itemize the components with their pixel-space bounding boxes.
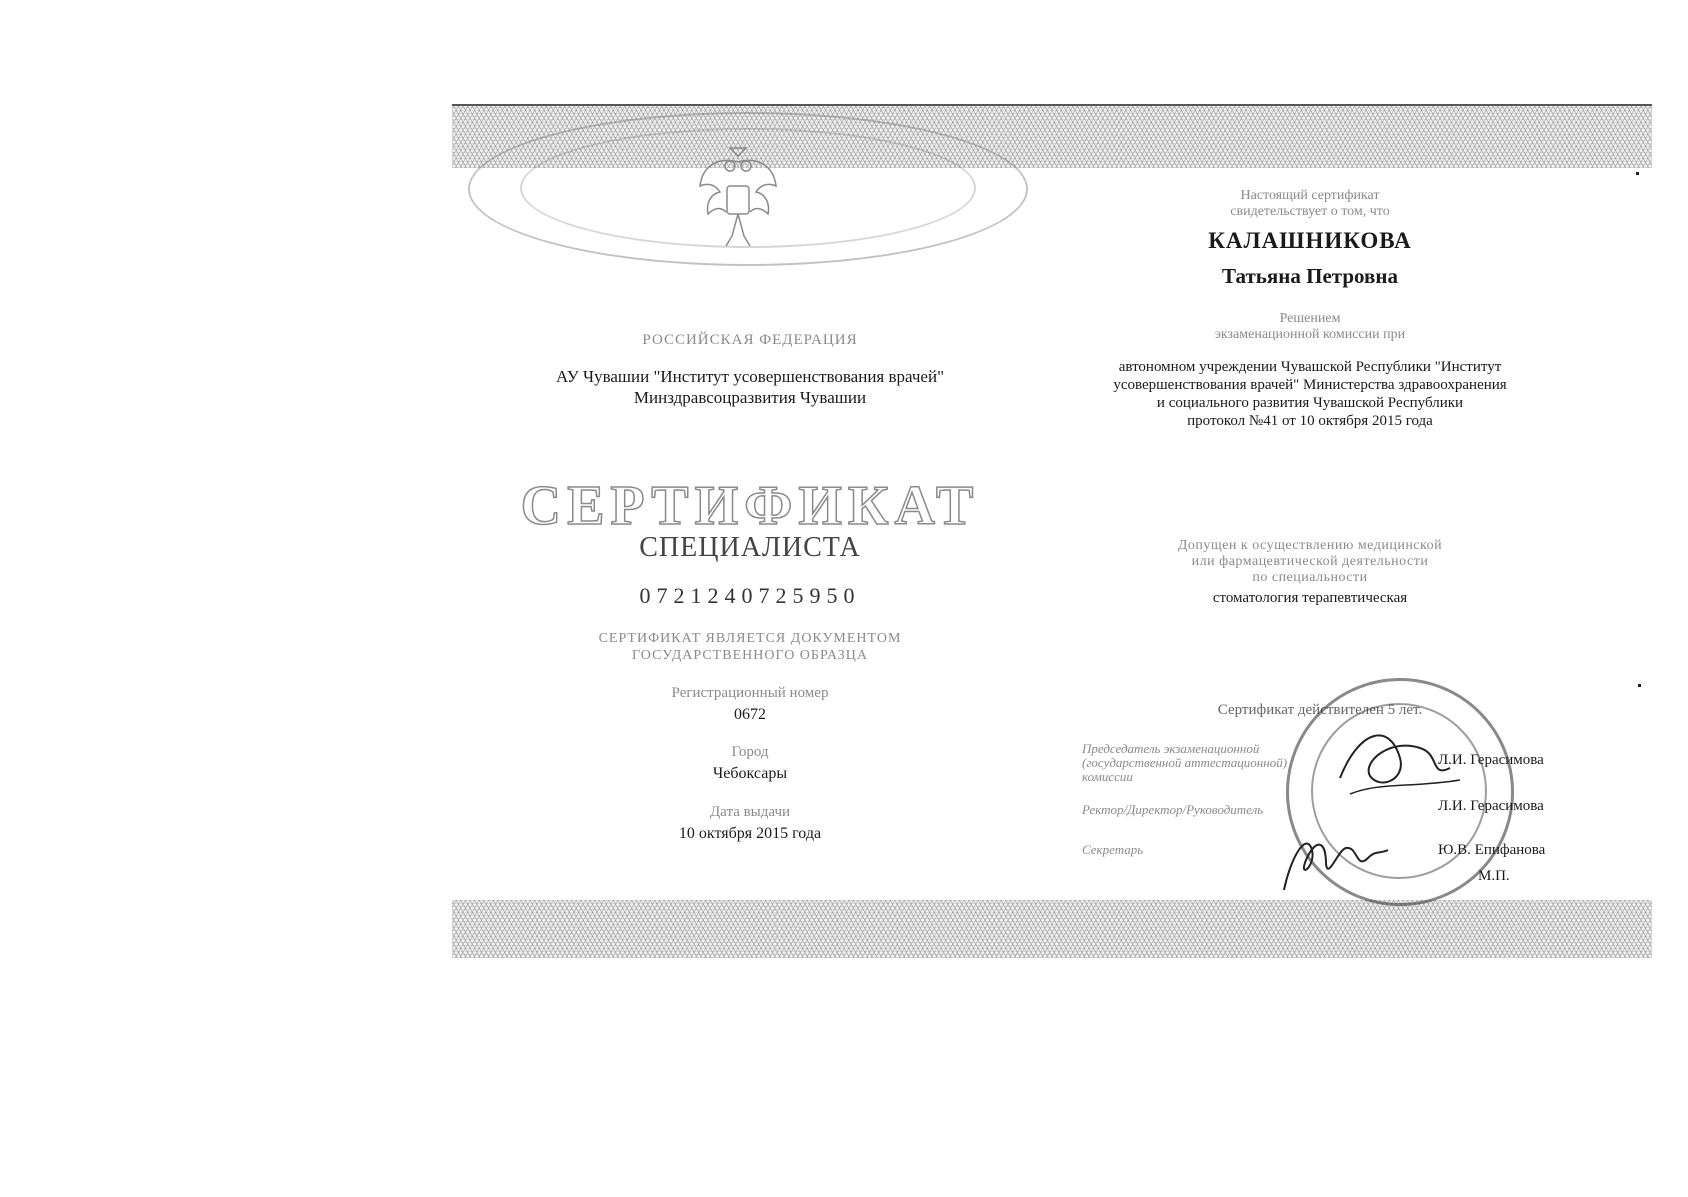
signer-rector: Л.И. Герасимова (1438, 798, 1544, 814)
admission-line-1: Допущен к осуществлению медицинской (1177, 538, 1443, 553)
commission-line-4: протокол №41 от 10 октября 2015 года (1187, 413, 1433, 429)
registration-number: 0672 (734, 706, 766, 723)
decision-line-2: экзаменационной комиссии при (1214, 327, 1406, 342)
bottom-guilloche-band (452, 900, 1652, 958)
issue-date-value: 10 октября 2015 года (678, 825, 822, 842)
role-chairman (1082, 742, 1312, 784)
document-note-line-1: СЕРТИФИКАТ ЯВЛЯЕТСЯ ДОКУМЕНТОМ (598, 631, 902, 646)
intro-text (1150, 188, 1470, 220)
document-note (540, 630, 960, 664)
city-label: Город (731, 744, 769, 760)
commission-line-1: автономном учреждении Чувашской Республики "Институт (1118, 359, 1502, 375)
institution-name (490, 366, 1010, 408)
seal-place-label: М.П. (1478, 868, 1510, 884)
scan-artifact (1636, 172, 1639, 175)
signer-secretary: Ю.В. Епифанова (1438, 842, 1546, 858)
institution-line-1: АУ Чувашии "Институт усовершенствования врачей" (555, 367, 945, 386)
role-chairman-line-1: Председатель экзаменационной (1082, 741, 1260, 756)
admission-line-3: по специальности (1252, 570, 1368, 585)
city-value: Чебоксары (712, 765, 788, 782)
signature-secretary (1276, 820, 1396, 900)
role-rector: Ректор/Директор/Руководитель (1082, 802, 1264, 817)
intro-line-2: свидетельствует о том, что (1230, 204, 1390, 219)
specialty: стоматология терапевтическая (1212, 590, 1408, 606)
role-chairman-line-3: комиссии (1082, 769, 1133, 784)
issue-date-label: Дата выдачи (709, 804, 791, 820)
decision-line-1: Решением (1279, 311, 1341, 326)
commission-line-2: усовершенствования врачей" Министерства здравоохранения (1113, 377, 1507, 393)
holder-given-names: Татьяна Петровна (1222, 264, 1398, 288)
certificate-serial: 0721240725950 (639, 583, 861, 608)
signer-chairman: Л.И. Герасимова (1438, 752, 1544, 768)
certificate-subtitle: СПЕЦИАЛИСТА (639, 532, 861, 563)
decision-text (1150, 311, 1470, 343)
role-chairman-line-2: (государственной аттестационной) (1082, 755, 1288, 770)
institution-line-2: Минздравсоцразвития Чувашии (633, 388, 867, 407)
admission-line-2: или фармацевтической деятельности (1191, 554, 1429, 569)
holder-surname: КАЛАШНИКОВА (1208, 228, 1412, 253)
intro-line-1: Настоящий сертификат (1240, 188, 1380, 203)
signature-chairman (1330, 718, 1470, 808)
document-note-line-2: ГОСУДАРСТВЕННОГО ОБРАЗЦА (632, 648, 868, 663)
validity-text: Сертификат действителен 5 лет. (1217, 702, 1423, 718)
admission-text (1150, 538, 1470, 586)
coat-of-arms-icon (696, 146, 780, 250)
registration-label: Регистрационный номер (671, 685, 829, 701)
country-name: РОССИЙСКАЯ ФЕДЕРАЦИЯ (642, 332, 858, 348)
commission-body (1100, 358, 1520, 430)
certificate-title: СЕРТИФИКАТ (520, 475, 980, 537)
scan-artifact (1638, 684, 1641, 687)
commission-line-3: и социального развития Чувашской Республики (1156, 395, 1464, 411)
role-secretary: Секретарь (1082, 842, 1144, 857)
